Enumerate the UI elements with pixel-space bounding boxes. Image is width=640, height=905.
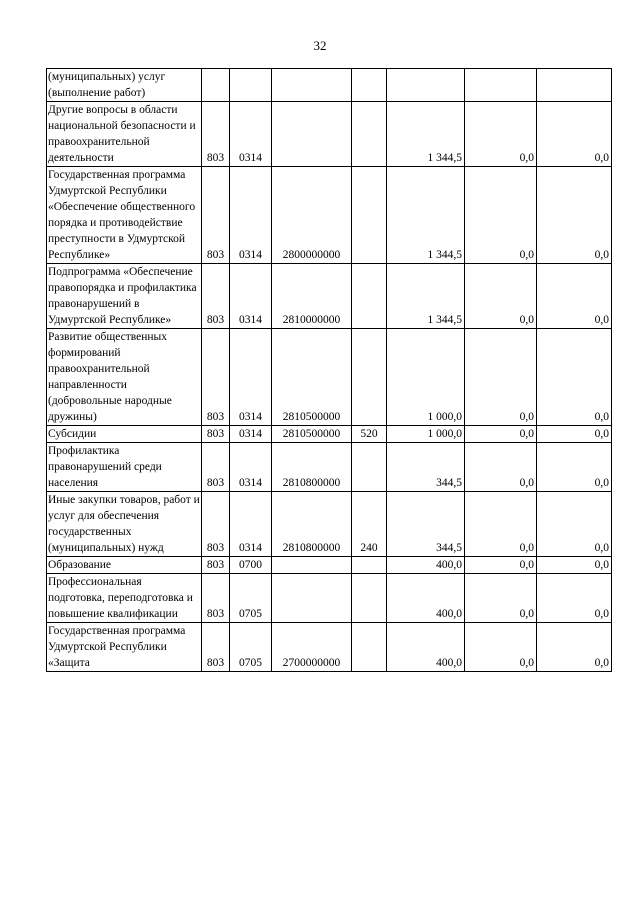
cell-vr [352,167,387,264]
table-body [47,69,612,672]
cell-vr: 240 [352,492,387,557]
cell-ved: 803 [202,102,230,167]
row-name: Развитие общественных формирований правоохранительной направленности (добровольные народные дружины) [47,329,202,426]
cell-sum3 [537,69,612,102]
table-row [47,69,612,102]
cell-sum2: 0,0 [465,443,537,492]
cell-sum2: 0,0 [465,557,537,574]
cell-ved: 803 [202,443,230,492]
cell-sum3: 0,0 [537,102,612,167]
cell-ved [202,69,230,102]
cell-csr: 2810500000 [272,329,352,426]
cell-rz: 0700 [230,557,272,574]
cell-rz: 0314 [230,167,272,264]
cell-rz: 0314 [230,443,272,492]
cell-ved: 803 [202,426,230,443]
page-number: 32 [313,38,327,53]
cell-sum2: 0,0 [465,492,537,557]
cell-csr [272,574,352,623]
cell-sum1: 344,5 [387,492,465,557]
cell-sum2: 0,0 [465,623,537,672]
cell-vr [352,264,387,329]
row-name: (муниципальных) услуг (выполнение работ) [47,69,202,102]
cell-sum1: 400,0 [387,557,465,574]
cell-sum2: 0,0 [465,264,537,329]
row-name: Другие вопросы в области национальной безопасности и правоохранительной деятельности [47,102,202,167]
cell-csr [272,102,352,167]
cell-csr [272,69,352,102]
cell-sum3: 0,0 [537,329,612,426]
cell-ved: 803 [202,574,230,623]
cell-vr [352,574,387,623]
cell-sum2: 0,0 [465,167,537,264]
cell-csr: 2700000000 [272,623,352,672]
cell-rz: 0314 [230,329,272,426]
cell-ved: 803 [202,329,230,426]
row-name: Иные закупки товаров, работ и услуг для обеспечения государственных (муниципальных) нужд [47,492,202,557]
cell-sum1: 1 000,0 [387,426,465,443]
cell-sum1: 1 000,0 [387,329,465,426]
cell-sum2: 0,0 [465,426,537,443]
row-name: Профилактика правонарушений среди населения [47,443,202,492]
cell-sum2: 0,0 [465,574,537,623]
table-row [47,557,612,574]
table-row [47,443,612,492]
cell-sum1: 400,0 [387,623,465,672]
cell-vr [352,443,387,492]
cell-sum1: 1 344,5 [387,102,465,167]
row-name: Образование [47,557,202,574]
table-row [47,167,612,264]
cell-ved: 803 [202,492,230,557]
row-name: Государственная программа Удмуртской Республики «Обеспечение общественного порядка и противодействие преступности в Удмуртской Республике» [47,167,202,264]
row-name: Государственная программа Удмуртской Республики «Защита [47,623,202,672]
cell-sum1: 1 344,5 [387,264,465,329]
cell-csr: 2810500000 [272,426,352,443]
cell-sum2: 0,0 [465,102,537,167]
cell-vr [352,623,387,672]
cell-rz [230,69,272,102]
cell-sum3: 0,0 [537,443,612,492]
cell-sum3: 0,0 [537,623,612,672]
cell-sum3: 0,0 [537,264,612,329]
cell-vr [352,69,387,102]
cell-sum2 [465,69,537,102]
cell-sum2: 0,0 [465,329,537,426]
cell-ved: 803 [202,167,230,264]
cell-rz: 0314 [230,264,272,329]
cell-ved: 803 [202,623,230,672]
row-name: Профессиональная подготовка, переподготовка и повышение квалификации [47,574,202,623]
cell-rz: 0705 [230,574,272,623]
budget-table [46,68,612,672]
table-row [47,426,612,443]
table-row [47,329,612,426]
cell-ved: 803 [202,264,230,329]
cell-vr [352,102,387,167]
cell-sum3: 0,0 [537,426,612,443]
cell-sum3: 0,0 [537,574,612,623]
table-row [47,623,612,672]
row-name: Субсидии [47,426,202,443]
cell-sum1: 1 344,5 [387,167,465,264]
cell-sum1 [387,69,465,102]
cell-vr [352,329,387,426]
cell-sum3: 0,0 [537,557,612,574]
cell-rz: 0314 [230,426,272,443]
table-row [47,264,612,329]
cell-sum1: 344,5 [387,443,465,492]
cell-ved: 803 [202,557,230,574]
cell-sum3: 0,0 [537,492,612,557]
row-name: Подпрограмма «Обеспечение правопорядка и профилактика правонарушений в Удмуртской Республике» [47,264,202,329]
cell-csr: 2800000000 [272,167,352,264]
cell-csr: 2810800000 [272,443,352,492]
table-row [47,492,612,557]
cell-csr [272,557,352,574]
table-row [47,574,612,623]
cell-rz: 0705 [230,623,272,672]
cell-vr [352,557,387,574]
cell-rz: 0314 [230,492,272,557]
cell-sum1: 400,0 [387,574,465,623]
cell-csr: 2810000000 [272,264,352,329]
table-row [47,102,612,167]
cell-csr: 2810800000 [272,492,352,557]
cell-sum3: 0,0 [537,167,612,264]
cell-rz: 0314 [230,102,272,167]
cell-vr: 520 [352,426,387,443]
